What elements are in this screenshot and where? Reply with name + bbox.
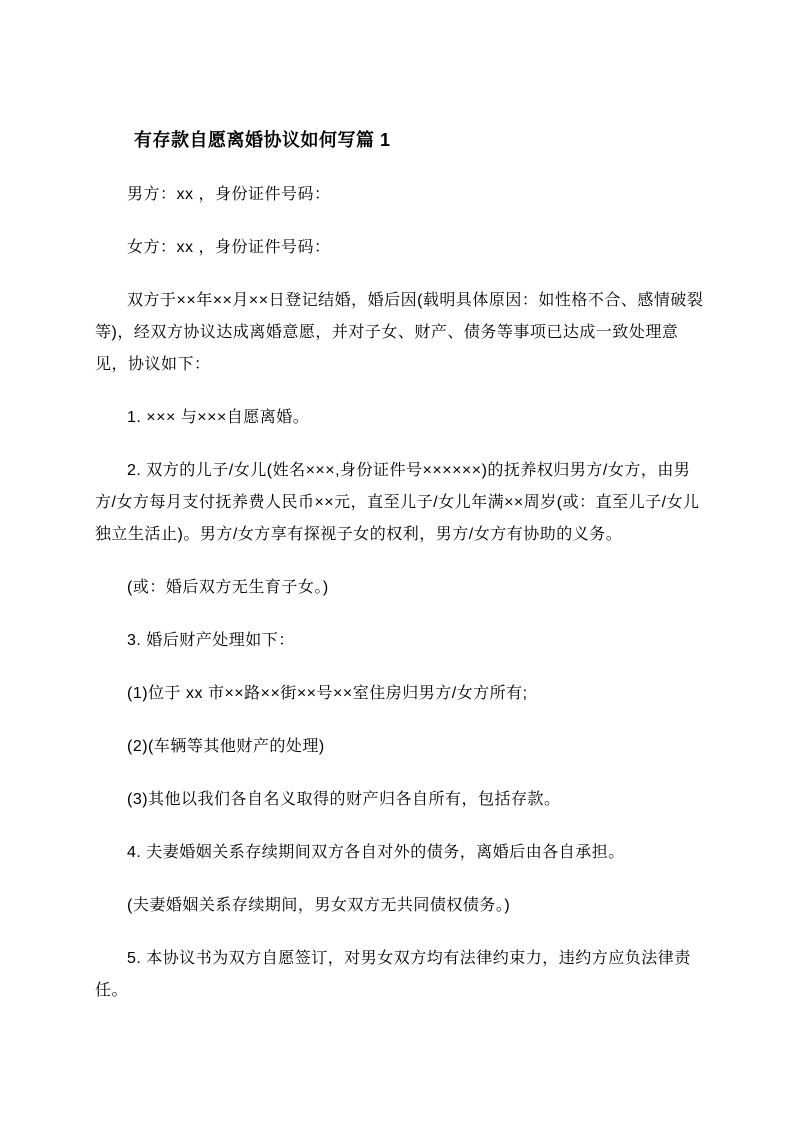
paragraph-clause-3: 3. 婚后财产处理如下：: [127, 632, 295, 649]
paragraph-clause-4: 4. 夫妻婚姻关系存续期间双方各自对外的债务，离婚后由各自承担。: [127, 844, 625, 861]
paragraph-clause-3-item-1: (1)位于 xx 市××路××街××号××室住房归男方/女方所有;: [127, 685, 528, 702]
document-title: 有存款自愿离婚协议如何写篇 1: [134, 130, 391, 150]
paragraph-clause-2-alternative: (或：婚后双方无生育子女。): [127, 579, 329, 596]
paragraph-clause-5: 5. 本协议书为双方自愿签订，对男女双方均有法律约束力，违约方应负法律责任。: [95, 950, 691, 999]
paragraph-clause-3-item-2: (2)(车辆等其他财产的处理): [127, 738, 325, 755]
paragraph-clause-1: 1. ××× 与×××自愿离婚。: [127, 409, 310, 426]
paragraph-party-male: 男方：xx ，身份证件号码：: [127, 186, 331, 203]
paragraph-clause-2: 2. 双方的儿子/女儿(姓名×××,身份证件号××××××)的抚养权归男方/女方，由男方/女方每月支付抚养费人民币××元，直至儿子/女儿年满××周岁(或：直至儿子/女儿独立生活止)。男方/女方享有探视子女的权利，男方/女方有协助的义务。: [95, 462, 700, 543]
paragraph-party-female: 女方：xx ，身份证件号码：: [127, 239, 331, 256]
paragraph-clause-3-item-3: (3)其他以我们各自名义取得的财产归各自所有，包括存款。: [127, 791, 561, 808]
paragraph-clause-4-note: (夫妻婚姻关系存续期间，男女双方无共同债权债务。): [127, 897, 511, 914]
paragraph-intro: 双方于××年××月××日登记结婚，婚后因(载明具体原因：如性格不合、感情破裂等)，经双方协议达成离婚意愿，并对子女、财产、债务等事项已达成一致处理意见，协议如下：: [95, 292, 704, 373]
